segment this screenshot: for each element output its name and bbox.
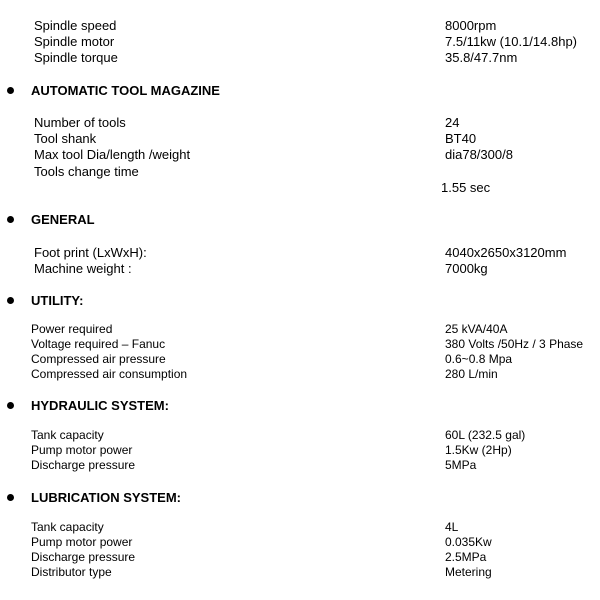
spec-value: 25 kVA/40A (445, 322, 508, 336)
spec-label: Compressed air pressure (31, 352, 166, 366)
spec-value: 0.035Kw (445, 535, 492, 549)
spec-label: Machine weight : (34, 261, 132, 276)
spec-label: Number of tools (34, 115, 126, 130)
spec-label: Distributor type (31, 565, 112, 579)
spec-value: 24 (445, 115, 460, 130)
spec-label: Pump motor power (31, 443, 133, 457)
section-heading-general: GENERAL (31, 212, 95, 227)
spec-label: Foot print (LxWxH): (34, 245, 147, 260)
bullet-icon (7, 494, 14, 501)
spec-value: 380 Volts /50Hz / 3 Phase (445, 337, 584, 351)
bullet-icon (7, 297, 14, 304)
bullet-icon (7, 87, 14, 94)
spec-value: dia78/300/8 (445, 147, 513, 162)
spec-label: Pump motor power (31, 535, 133, 549)
section-heading-hydraulic: HYDRAULIC SYSTEM: (31, 398, 169, 413)
spec-value: 8000rpm (445, 18, 497, 33)
spec-label: Tool shank (34, 131, 97, 146)
spec-label: Tank capacity (31, 428, 104, 442)
spec-label: Power required (31, 322, 113, 336)
spec-value: BT40 (445, 131, 477, 146)
spec-value: 7.5/11kw (10.1/14.8hp) (445, 34, 578, 49)
spec-label: Discharge pressure (31, 458, 136, 472)
spec-label: Tools change time (34, 164, 139, 179)
spec-label: Discharge pressure (31, 550, 136, 564)
spec-value: 280 L/min (445, 367, 498, 381)
spec-value: 4L (445, 520, 459, 534)
spec-value: 1.55 sec (441, 180, 491, 195)
bullet-icon (7, 402, 14, 409)
spec-value: 60L (232.5 gal) (445, 428, 526, 442)
spec-value: 2.5MPa (445, 550, 487, 564)
spec-label: Spindle motor (34, 34, 115, 49)
section-heading-utility: UTILITY: (31, 293, 84, 308)
spec-value: 35.8/47.7nm (445, 50, 518, 65)
spec-value: 4040x2650x3120mm (445, 245, 567, 260)
spec-label: Tank capacity (31, 520, 104, 534)
spec-label: Compressed air consumption (31, 367, 188, 381)
spec-value: 1.5Kw (2Hp) (445, 443, 512, 457)
spec-label: Voltage required – Fanuc (31, 337, 166, 351)
spec-value: 0.6~0.8 Mpa (445, 352, 513, 366)
spec-label: Spindle torque (34, 50, 118, 65)
bullet-icon (7, 216, 14, 223)
section-heading-atm: AUTOMATIC TOOL MAGAZINE (31, 83, 220, 98)
spec-value: Metering (445, 565, 492, 579)
section-heading-lubrication: LUBRICATION SYSTEM: (31, 490, 181, 505)
spec-value: 7000kg (445, 261, 488, 276)
spec-label: Spindle speed (34, 18, 117, 33)
spec-label: Max tool Dia/length /weight (34, 147, 191, 162)
spec-value: 5MPa (445, 458, 477, 472)
